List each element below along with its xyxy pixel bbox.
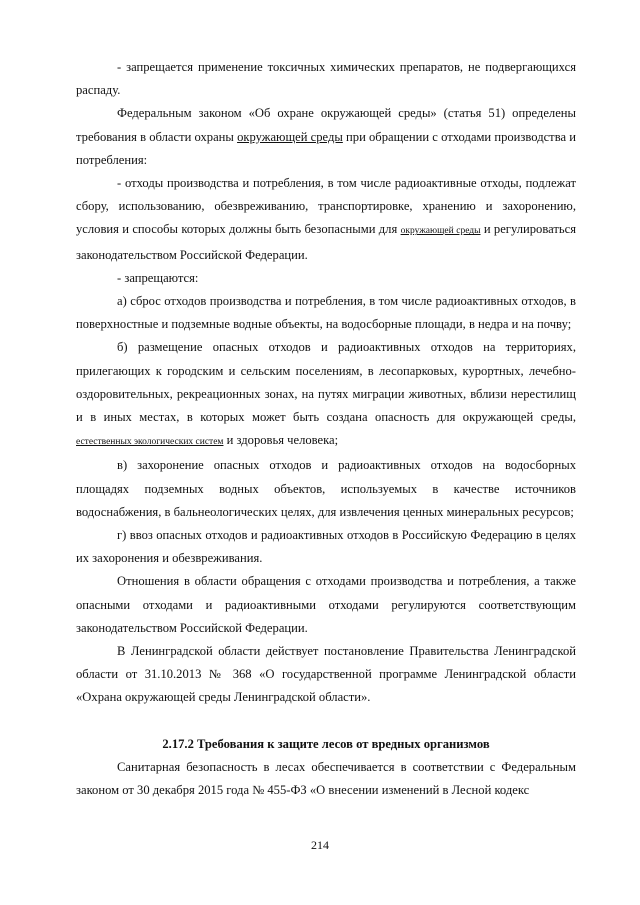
paragraph-prohibited: - запрещаются:: [117, 270, 199, 285]
page-number: 214: [311, 838, 329, 852]
link-ecosystems[interactable]: естественных экологических систем: [76, 437, 224, 448]
section-heading: 2.17.2 Требования к защите лесов от вредных организмов: [162, 736, 490, 751]
paragraph-text: - отходы производства и потребления, в том числе радиоактивные отходы, подлежат сбору, использованию, обезвреживанию, транспортировке, хранению и захоронению, условия и способы которых должны быть безопасными для: [76, 176, 576, 237]
paragraph-item-a: а) сброс отходов производства и потребления, в том числе радиоактивных отходов, в поверхностные и подземные водные объекты, на водосборные площади, в недра и на почву;: [76, 294, 576, 332]
paragraph-waste-collection: [76, 172, 576, 267]
paragraph-item-d: г) ввоз опасных отходов и радиоактивных отходов в Российскую Федерацию в целях их захоронения и обезвреживания.: [76, 528, 576, 566]
paragraph-text: при обращении с отходами производства и потребления:: [76, 129, 576, 167]
paragraph-prohibition-toxic: - запрещается применение токсичных химических препаратов, не подвергающихся распаду.: [76, 60, 576, 98]
paragraph-regulation: Отношения в области обращения с отходами производства и потребления, а также опасными отходами и радиоактивными отходами регулируются соответствующим законодательством Российской Федерации.: [76, 574, 576, 635]
paragraph-federal-law: [76, 102, 576, 172]
section-gap: [76, 710, 576, 733]
paragraph-sanitary-safety: Санитарная безопасность в лесах обеспечивается в соответствии с Федеральным законом от 30 декабря 2015 года № 455-ФЗ «О внесении изменений в Лесной кодекс: [76, 759, 576, 798]
paragraph-leningrad-resolution: В Ленинградской области действует постановление Правительства Ленинградской области от 31.10.2013 № 368 «О государственной программе Ленинградской области «Охрана окружающей среды Ленинградской области».: [76, 644, 576, 705]
paragraph-text: и здоровья человека;: [223, 433, 339, 448]
paragraph-item-c: в) захоронение опасных отходов и радиоактивных отходов на водосборных площадях подземных водных объектов, используемых в качестве источников водоснабжения, в бальнеологических целях, для извлечения ценных минеральных ресурсов;: [76, 458, 576, 519]
document-body: [76, 56, 576, 802]
link-environment-small[interactable]: окружающей среды: [400, 226, 481, 237]
link-environment[interactable]: окружающей среды: [237, 129, 343, 144]
paragraph-text: Федеральным законом «Об охране окружающей среды» (статья 51) определены требования в области охраны: [76, 106, 576, 144]
paragraph-text: б) размещение опасных отходов и радиоактивных отходов на территориях, прилегающих к городским и сельским поселениям, в лесопарковых, курортных, лечебно-оздоровительных, рекреационных зонах, на путях миграции животных, вблизи нерестилищ и в иных местах, в которых может быть создана опасность для окружающей среды,: [76, 340, 576, 425]
paragraph-text: и регулироваться законодательством Российской Федерации.: [76, 222, 576, 262]
paragraph-item-b: [76, 336, 576, 454]
